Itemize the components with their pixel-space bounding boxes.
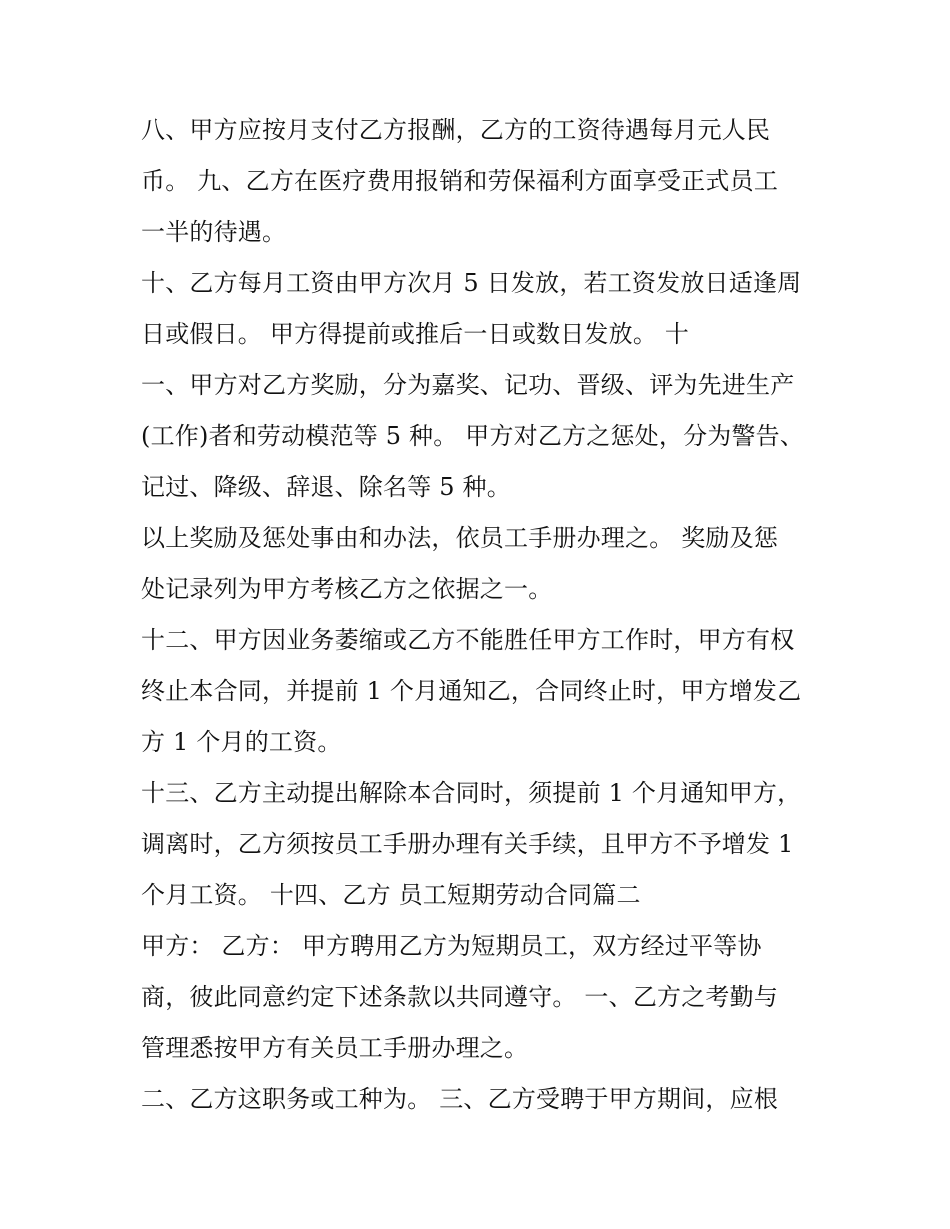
text-line: 商，彼此同意约定下述条款以共同遵守。 一、乙方之考勤与 xyxy=(141,983,779,1011)
text-line: 一半的待遇。 xyxy=(141,218,287,246)
text-line: 一、甲方对乙方奖励，分为嘉奖、记功、晋级、评为先进生产 xyxy=(141,371,795,399)
text-line: 日或假日。 甲方得提前或推后一日或数日发放。 十 xyxy=(141,320,690,348)
text-line: 八、甲方应按月支付乙方报酬，乙方的工资待遇每月元人民 xyxy=(141,116,771,144)
text-line: 十三、乙方主动提出解除本合同时，须提前 1 个月通知甲方， xyxy=(141,779,802,807)
text-line: 个月工资。 十四、乙方 员工短期劳动合同篇二 xyxy=(141,881,641,909)
text-line: 十、乙方每月工资由甲方次月 5 日发放，若工资发放日适逢周 xyxy=(141,269,802,297)
text-line: 以上奖励及惩处事由和办法，依员工手册办理之。 奖励及惩 xyxy=(141,524,779,552)
text-line: 二、乙方这职务或工种为。 三、乙方受聘于甲方期间，应根 xyxy=(141,1085,779,1113)
text-line: 调离时，乙方须按员工手册办理有关手续，且甲方不予增发 1 xyxy=(141,830,794,858)
text-line: 终止本合同，并提前 1 个月通知乙，合同终止时，甲方增发乙 xyxy=(141,677,802,705)
text-line: 方 1 个月的工资。 xyxy=(141,728,342,756)
text-line: 管理悉按甲方有关员工手册办理之。 xyxy=(141,1034,529,1062)
text-line: 币。 九、乙方在医疗费用报销和劳保福利方面享受正式员工 xyxy=(141,167,779,195)
text-line: (工作)者和劳动模范等 5 种。 甲方对乙方之惩处，分为警告、 xyxy=(141,422,805,450)
text-line: 甲方： 乙方： 甲方聘用乙方为短期员工，双方经过平等协 xyxy=(141,932,762,960)
text-line: 处记录列为甲方考核乙方之依据之一。 xyxy=(141,575,553,603)
text-line: 十二、甲方因业务萎缩或乙方不能胜任甲方工作时，甲方有权 xyxy=(141,626,795,654)
text-line: 记过、降级、辞退、除名等 5 种。 xyxy=(141,473,511,501)
